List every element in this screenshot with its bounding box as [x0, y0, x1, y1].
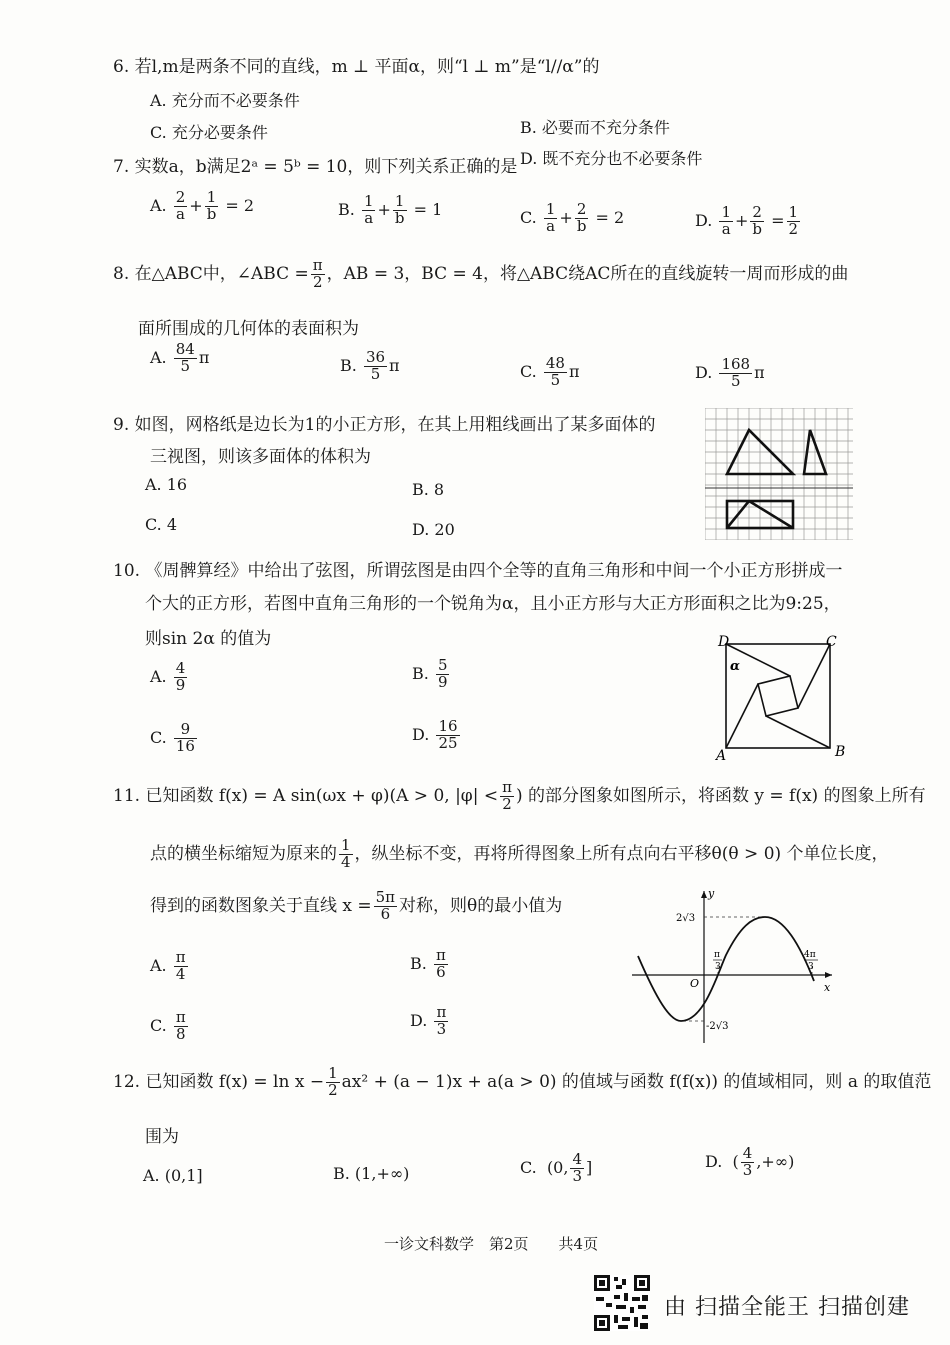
q7-option-c: C. $\frac{1}{a}$ + $\frac{2}{b}$ = 2	[520, 200, 625, 235]
x2-num: 4π	[804, 950, 816, 960]
q10-option-b: B. $\frac{5}{9}$	[412, 656, 448, 691]
label-b: B	[835, 744, 846, 760]
label-c: C	[826, 634, 837, 650]
q8-stem-line2: 面所围成的几何体的表面积为	[138, 319, 359, 339]
ymax-label: 2√3	[676, 913, 696, 924]
q7-option-d: D. $\frac{1}{a}$ + $\frac{2}{b}$ = $\frac{1}{2}$	[695, 203, 799, 238]
q6-option-c: C. 充分必要条件	[150, 123, 268, 142]
q7-stem: 7. 实数a，b满足2ᵃ = 5ᵇ = 10，则下列关系正确的是	[113, 157, 518, 177]
q11-stem: 11. 已知函数 f(x) = A sin(ωx + φ)(A > 0, |φ| < $\frac{\pi}{2}$ ) 的部分图象如图所示，将函数 y = f(x) 的图象上所有	[113, 778, 926, 813]
q8-option-a: A. $\frac{84}{5}$ π	[150, 340, 210, 375]
q11-stem-line3: 得到的函数图象关于直线 x = $\frac{5\pi}{6}$ 对称，则θ的最小值为	[150, 888, 563, 923]
q6-option-d: D. 既不充分也不必要条件	[520, 149, 703, 168]
q9-option-a: A. 16	[145, 475, 188, 494]
q11-option-c: C. $\frac{\pi}{8}$	[150, 1008, 186, 1043]
q12-option-d: D. ( $\frac{4}{3}$ ,+∞)	[705, 1144, 795, 1179]
scanner-watermark: 由 扫描全能王 扫描创建	[664, 1295, 910, 1320]
q9-option-b: B. 8	[412, 480, 445, 499]
q8-stem: 8. 在△ABC中，∠ABC = $\frac{\pi}{2}$ ，AB = 3，BC = 4，将△ABC绕AC所在的直线旋转一周而形成的曲	[113, 256, 849, 291]
q12-stem: 12. 已知函数 f(x) = ln x − $\frac{1}{2}$ ax² + (a − 1)x + a(a > 0) 的值域与函数 f(f(x)) 的值域相同，则 a 的取值范	[113, 1064, 932, 1099]
q12-option-b: B. (1,+∞)	[333, 1164, 410, 1183]
xian-diagram	[714, 632, 854, 762]
q6-stem: 6. 若l,m是两条不同的直线，m ⊥ 平面α，则“l ⊥ m”是“l//α”的	[113, 57, 600, 77]
qr-code-icon	[594, 1275, 650, 1331]
q9-stem-line2: 三视图，则该多面体的体积为	[150, 447, 371, 467]
q9-stem: 9. 如图，网格纸是边长为1的小正方形，在其上用粗线画出了某多面体的	[113, 415, 656, 435]
q7-option-b: B. $\frac{1}{a}$ + $\frac{1}{b}$ = 1	[338, 192, 443, 227]
q8-option-b: B. $\frac{36}{5}$ π	[340, 348, 400, 383]
q10-option-d: D. $\frac{16}{25}$	[412, 717, 458, 752]
x1-num: π	[714, 950, 720, 960]
three-view-figure	[705, 408, 853, 540]
origin-label: O	[690, 977, 700, 990]
q12-option-a: A. (0,1]	[143, 1166, 203, 1185]
q11-option-a: A. $\frac{\pi}{4}$	[150, 948, 186, 983]
q6-option-a: A. 充分而不必要条件	[150, 91, 300, 110]
q8-option-c: C. $\frac{48}{5}$ π	[520, 354, 580, 389]
q9-option-c: C. 4	[145, 515, 178, 534]
label-alpha: α	[730, 659, 741, 674]
q11-option-d: D. $\frac{\pi}{3}$	[410, 1003, 447, 1038]
q10-option-c: C. $\frac{9}{16}$	[150, 720, 195, 755]
x2-den: 3	[808, 962, 814, 972]
x-axis-label: x	[824, 981, 831, 994]
page-footer: 一诊文科数学 第2页 共4页	[384, 1235, 599, 1253]
q8-option-d: D. $\frac{168}{5}$ π	[695, 355, 765, 390]
q11-option-b: B. $\frac{\pi}{6}$	[410, 946, 446, 981]
x1-den: 3	[715, 962, 721, 972]
y-axis-label: y	[708, 887, 715, 900]
q11-stem-line2: 点的横坐标缩短为原来的 $\frac{1}{4}$ ，纵坐标不变，再将所得图象上所有点向右平移θ(θ > 0) 个单位长度，	[150, 836, 889, 871]
q10-stem: 10. 《周髀算经》中给出了弦图，所谓弦图是由四个全等的直角三角形和中间一个小正方形拼成一	[113, 561, 843, 581]
ymin-label: -2√3	[706, 1021, 729, 1032]
label-d: D	[718, 634, 730, 650]
q9-option-d: D. 20	[412, 520, 455, 539]
q12-stem-line2: 围为	[145, 1127, 179, 1147]
q10-option-a: A. $\frac{4}{9}$	[150, 659, 186, 694]
q7-option-a: A. $\frac{2}{a}$ + $\frac{1}{b}$ = 2	[150, 188, 255, 223]
q10-stem-line3: 则sin 2α 的值为	[145, 629, 272, 649]
sine-graph	[632, 885, 842, 1045]
q10-stem-line2: 个大的正方形，若图中直角三角形的一个锐角为α，且小正方形与大正方形面积之比为9:25，	[145, 594, 841, 614]
q6-option-b: B. 必要而不充分条件	[520, 118, 670, 137]
q12-option-c: C. (0, $\frac{4}{3}$ ]	[520, 1150, 593, 1185]
label-a: A	[716, 748, 727, 762]
